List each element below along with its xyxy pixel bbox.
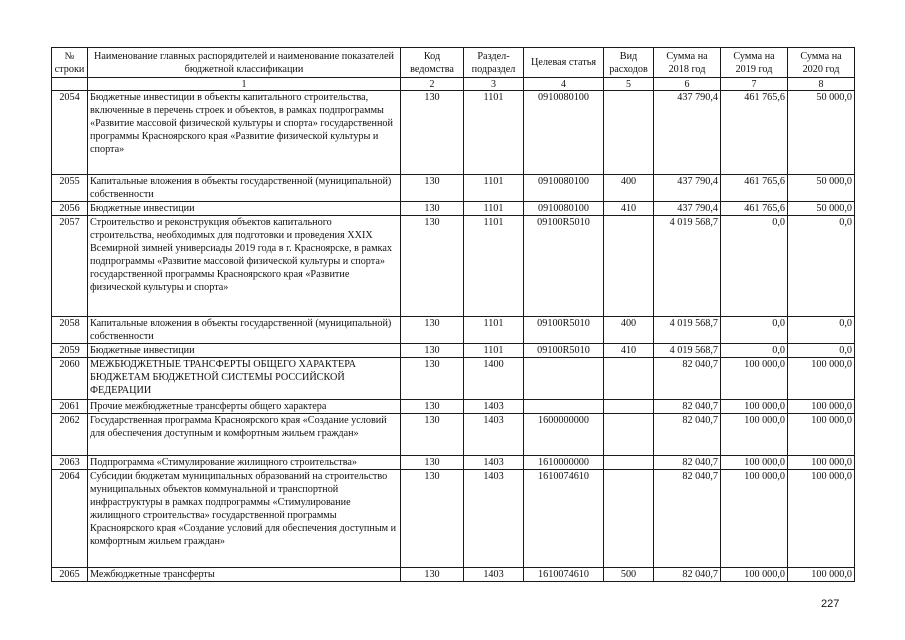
row-target [524, 400, 604, 414]
row-target: 1610000000 [524, 456, 604, 470]
row-kind [604, 414, 654, 456]
row-2019: 0,0 [721, 344, 788, 358]
row-dept: 130 [401, 456, 464, 470]
row-name: Субсидии бюджетам муниципальных образований на строительство муниципальных объектов коммунальной и транспортной инфраструктуры в рамках подпрограммы «Стимулирование жилищного строительства» государственной программы Красноярского края «Создание условий для обеспечения доступным и комфортным жильем граждан» [88, 470, 401, 568]
row-2020: 100 000,0 [788, 358, 855, 400]
table-row [52, 456, 855, 470]
row-target [524, 358, 604, 400]
row-num: 2061 [52, 400, 88, 414]
row-target: 1610074610 [524, 568, 604, 582]
row-2020: 50 000,0 [788, 202, 855, 216]
row-2019: 100 000,0 [721, 470, 788, 568]
row-kind [604, 216, 654, 317]
table-row [52, 175, 855, 202]
row-kind [604, 456, 654, 470]
row-name: МЕЖБЮДЖЕТНЫЕ ТРАНСФЕРТЫ ОБЩЕГО ХАРАКТЕРА БЮДЖЕТАМ БЮДЖЕТНОЙ СИСТЕМЫ РОССИЙСКОЙ ФЕДЕРАЦИИ [88, 358, 401, 400]
row-2020: 100 000,0 [788, 414, 855, 456]
row-num: 2059 [52, 344, 88, 358]
row-name: Бюджетные инвестиции [88, 202, 401, 216]
row-2018: 437 790,4 [654, 91, 721, 175]
row-2019: 100 000,0 [721, 568, 788, 582]
row-num: 2056 [52, 202, 88, 216]
row-name: Капитальные вложения в объекты государственной (муниципальной) собственности [88, 317, 401, 344]
row-2018: 82 040,7 [654, 358, 721, 400]
row-2018: 82 040,7 [654, 470, 721, 568]
header-target: Целевая статья [524, 48, 604, 78]
row-dept: 130 [401, 175, 464, 202]
row-name: Прочие межбюджетные трансферты общего характера [88, 400, 401, 414]
column-number [52, 78, 88, 91]
row-2018: 82 040,7 [654, 414, 721, 456]
header-num: № строки [52, 48, 88, 78]
row-num: 2054 [52, 91, 88, 175]
row-dept: 130 [401, 358, 464, 400]
row-2019: 0,0 [721, 216, 788, 317]
table-row [52, 568, 855, 582]
row-2019: 100 000,0 [721, 456, 788, 470]
column-number: 4 [524, 78, 604, 91]
row-2019: 0,0 [721, 317, 788, 344]
row-num: 2058 [52, 317, 88, 344]
row-2018: 437 790,4 [654, 175, 721, 202]
table-row [52, 344, 855, 358]
table-row [52, 470, 855, 568]
row-num: 2055 [52, 175, 88, 202]
row-name: Подпрограмма «Стимулирование жилищного строительства» [88, 456, 401, 470]
row-2020: 0,0 [788, 344, 855, 358]
row-2019: 461 765,6 [721, 202, 788, 216]
table-row [52, 317, 855, 344]
row-target: 0910080100 [524, 202, 604, 216]
row-num: 2065 [52, 568, 88, 582]
row-dept: 130 [401, 317, 464, 344]
row-section: 1101 [464, 91, 524, 175]
table-row [52, 91, 855, 175]
row-kind [604, 358, 654, 400]
header-dept: Код ведомства [401, 48, 464, 78]
row-target: 09100R5010 [524, 344, 604, 358]
row-section: 1101 [464, 202, 524, 216]
row-target: 09100R5010 [524, 216, 604, 317]
row-section: 1403 [464, 470, 524, 568]
row-num: 2063 [52, 456, 88, 470]
table-row [52, 358, 855, 400]
row-dept: 130 [401, 568, 464, 582]
row-2020: 100 000,0 [788, 456, 855, 470]
header-2020: Сумма на 2020 год [788, 48, 855, 78]
row-2018: 82 040,7 [654, 568, 721, 582]
row-section: 1101 [464, 344, 524, 358]
row-2020: 100 000,0 [788, 400, 855, 414]
row-kind [604, 400, 654, 414]
row-dept: 130 [401, 400, 464, 414]
column-number: 5 [604, 78, 654, 91]
header-2018: Сумма на 2018 год [654, 48, 721, 78]
row-section: 1101 [464, 317, 524, 344]
column-number: 7 [721, 78, 788, 91]
row-section: 1403 [464, 456, 524, 470]
row-dept: 130 [401, 91, 464, 175]
row-name: Государственная программа Красноярского края «Создание условий для обеспечения доступным и комфортным жильем граждан» [88, 414, 401, 456]
row-2019: 461 765,6 [721, 175, 788, 202]
row-section: 1101 [464, 216, 524, 317]
row-dept: 130 [401, 344, 464, 358]
row-section: 1400 [464, 358, 524, 400]
row-dept: 130 [401, 202, 464, 216]
row-2018: 437 790,4 [654, 202, 721, 216]
row-name: Бюджетные инвестиции [88, 344, 401, 358]
row-num: 2060 [52, 358, 88, 400]
column-number: 3 [464, 78, 524, 91]
row-kind [604, 470, 654, 568]
header-kind: Вид расходов [604, 48, 654, 78]
row-2019: 461 765,6 [721, 91, 788, 175]
row-2019: 100 000,0 [721, 358, 788, 400]
row-2018: 4 019 568,7 [654, 216, 721, 317]
row-dept: 130 [401, 216, 464, 317]
row-2018: 82 040,7 [654, 456, 721, 470]
budget-table [51, 47, 855, 582]
table-row [52, 202, 855, 216]
row-kind: 400 [604, 317, 654, 344]
row-num: 2062 [52, 414, 88, 456]
column-number-row [52, 78, 855, 91]
header-name: Наименование главных распорядителей и наименование показателей бюджетной классификации [88, 48, 401, 78]
row-name: Бюджетные инвестиции в объекты капитального строительства, включенные в перечень строек и объектов, в рамках подпрограммы «Развитие массовой физической культуры и спорта» государственной программы Красноярского края «Развитие физической культуры и спорта» [88, 91, 401, 175]
row-section: 1403 [464, 414, 524, 456]
row-2020: 100 000,0 [788, 470, 855, 568]
row-target: 1610074610 [524, 470, 604, 568]
table-row [52, 400, 855, 414]
row-2020: 0,0 [788, 216, 855, 317]
row-num: 2064 [52, 470, 88, 568]
row-dept: 130 [401, 414, 464, 456]
row-2020: 50 000,0 [788, 175, 855, 202]
row-2020: 0,0 [788, 317, 855, 344]
row-target: 09100R5010 [524, 317, 604, 344]
row-kind: 500 [604, 568, 654, 582]
column-number: 2 [401, 78, 464, 91]
row-kind: 410 [604, 202, 654, 216]
header-2019: Сумма на 2019 год [721, 48, 788, 78]
row-section: 1403 [464, 568, 524, 582]
row-2019: 100 000,0 [721, 414, 788, 456]
row-name: Межбюджетные трансферты [88, 568, 401, 582]
row-2019: 100 000,0 [721, 400, 788, 414]
column-number: 8 [788, 78, 855, 91]
row-2018: 4 019 568,7 [654, 344, 721, 358]
row-2020: 100 000,0 [788, 568, 855, 582]
row-name: Капитальные вложения в объекты государственной (муниципальной) собственности [88, 175, 401, 202]
page-number: 227 [821, 598, 840, 610]
table-row [52, 216, 855, 317]
row-kind: 400 [604, 175, 654, 202]
row-2018: 82 040,7 [654, 400, 721, 414]
row-target: 1600000000 [524, 414, 604, 456]
header-section: Раздел-подраздел [464, 48, 524, 78]
row-dept: 130 [401, 470, 464, 568]
row-num: 2057 [52, 216, 88, 317]
table-row [52, 414, 855, 456]
row-kind: 410 [604, 344, 654, 358]
row-target: 0910080100 [524, 91, 604, 175]
column-number: 6 [654, 78, 721, 91]
header-row [52, 48, 855, 78]
row-target: 0910080100 [524, 175, 604, 202]
row-name: Строительство и реконструкция объектов капитального строительства, необходимых для подготовки и проведения XXIX Всемирной зимней универсиады 2019 года в г. Красноярске, в рамках подпрограммы «Развитие массовой физической культуры и спорта» государственной программы Красноярского края «Развитие физической культуры и спорта» [88, 216, 401, 317]
row-2020: 50 000,0 [788, 91, 855, 175]
row-2018: 4 019 568,7 [654, 317, 721, 344]
row-section: 1403 [464, 400, 524, 414]
row-section: 1101 [464, 175, 524, 202]
column-number: 1 [88, 78, 401, 91]
row-kind [604, 91, 654, 175]
